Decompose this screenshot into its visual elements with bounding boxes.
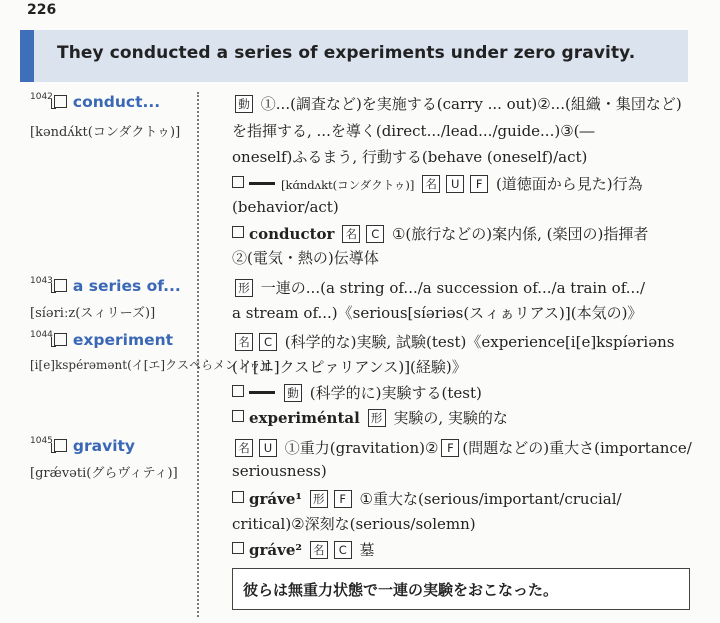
- definition-line: [232, 331, 674, 352]
- derived-line: [232, 173, 643, 194]
- definition-text: ①重力(gravitation)②: [284, 439, 439, 457]
- definition-text: ①...(調査など)を実施する(carry ... out)②...(組織・集団など): [260, 95, 682, 113]
- checkbox-icon[interactable]: [54, 95, 67, 108]
- pos-adjective-icon: 形: [235, 279, 253, 297]
- checkbox-square-icon[interactable]: [232, 226, 244, 238]
- definition-line: [232, 356, 467, 377]
- definition-text: 実験の, 実験的な: [393, 409, 508, 427]
- entry-head-gravity: [30, 436, 135, 455]
- entry-head-conduct: [30, 92, 160, 111]
- checkbox-square-icon[interactable]: [232, 410, 244, 422]
- definition-text: (イ[エ]クスピァリアンス)](経験)》: [232, 358, 467, 376]
- definition-text: critical)②深刻な(serious/solemn): [232, 515, 476, 533]
- pos-noun-icon: 名: [235, 333, 253, 351]
- pos-noun-icon: 名: [310, 541, 328, 559]
- derived-word: conductor: [249, 225, 335, 243]
- entry-number: 1042: [30, 92, 53, 102]
- definition-line: [232, 277, 645, 298]
- countable-icon: C: [259, 333, 277, 351]
- pronunciation: [i[e]kspérəmənt(イ[エ]クスペらメントゥ)]: [30, 358, 271, 372]
- definition-text: a stream of...)《serious[síəriəs(スィぁリアス)](本気の)》: [232, 304, 643, 322]
- definition-text: 一連の...(a string of.../a succession of.../a train of.../: [260, 279, 646, 297]
- pos-noun-icon: 名: [342, 225, 360, 243]
- headword: a series of...: [72, 277, 181, 295]
- countable-icon: C: [334, 541, 352, 559]
- checkbox-icon[interactable]: [54, 333, 67, 346]
- checkbox-square-icon[interactable]: [232, 542, 244, 554]
- entry-number: 1044: [30, 330, 53, 340]
- definition-text: (道徳面から見た)行為: [495, 175, 643, 193]
- pos-verb-icon: 動: [235, 95, 253, 113]
- headword-dash: [249, 391, 275, 394]
- headword: experiment: [72, 331, 174, 349]
- pos-verb-icon: 動: [284, 384, 302, 402]
- checkbox-square-icon[interactable]: [232, 176, 244, 188]
- entry-number: 1043: [30, 276, 53, 286]
- formal-icon: F: [334, 490, 352, 508]
- definition-line: [232, 120, 595, 141]
- headword: gravity: [72, 437, 136, 455]
- definition-text: を指揮する, ...を導く(direct.../lead.../guide...)③(―: [232, 122, 595, 140]
- entry-number: 1045: [30, 436, 53, 446]
- uncountable-icon: U: [259, 439, 277, 457]
- derived-line: [232, 488, 622, 509]
- definition-text: (問題などの)重大さ(importance/: [462, 439, 692, 457]
- uncountable-icon: U: [446, 175, 464, 193]
- pronunciation: [síəriːz(スィリーズ)]: [30, 306, 156, 321]
- derived-word: gráve¹: [249, 490, 302, 508]
- pos-noun-icon: 名: [422, 175, 440, 193]
- definition-line: [232, 513, 476, 534]
- headword-dash: [249, 182, 275, 185]
- definition-line: [232, 437, 692, 458]
- derived-word: gráve²: [249, 541, 302, 559]
- derived-line: [232, 407, 508, 428]
- definition-line: [232, 146, 587, 167]
- definition-text: ②(電気・熱の)伝導体: [232, 249, 379, 267]
- definition-text: (behavior/act): [232, 198, 339, 216]
- definition-text: 墓: [359, 541, 375, 559]
- definition-line: [232, 93, 682, 114]
- definition-text: (科学的に)実験する(test): [309, 384, 482, 402]
- checkbox-square-icon[interactable]: [232, 385, 244, 397]
- checkbox-icon[interactable]: [54, 439, 67, 452]
- example-sentence-banner: [20, 30, 688, 82]
- definition-text: oneself)ふるまう, 行動する(behave (oneself)/act): [232, 148, 588, 166]
- translation-text: 彼らは無重力状態で一連の実験をおこなった。: [243, 581, 559, 599]
- pronunciation: [grǽvəti(グらヴィティ)]: [30, 466, 178, 481]
- formal-icon: F: [441, 439, 459, 457]
- derived-pronunciation: [kɑ́ndʌkt(コンダクトゥ)]: [281, 178, 415, 192]
- derived-line: [232, 539, 375, 560]
- example-sentence: They conducted a series of experiments under zero gravity.: [57, 43, 636, 63]
- definition-text: ①(旅行などの)案内係, (楽団の)指揮者: [391, 225, 649, 243]
- derived-line: [232, 223, 648, 244]
- definition-text: seriousness): [232, 462, 327, 480]
- page-number: 226: [27, 2, 57, 18]
- entry-head-a-series-of: [30, 276, 181, 295]
- entry-head-experiment: [30, 330, 173, 349]
- pos-adjective-icon: 形: [310, 490, 328, 508]
- pos-adjective-icon: 形: [368, 409, 386, 427]
- banner-accent-bar: [20, 30, 34, 82]
- countable-icon: C: [366, 225, 384, 243]
- checkbox-square-icon[interactable]: [232, 491, 244, 503]
- definition-line: [232, 462, 327, 480]
- derived-line: [232, 382, 482, 403]
- definition-line: [232, 302, 642, 323]
- pronunciation: [kəndʌ́kt(コンダクトゥ)]: [30, 125, 181, 140]
- definition-text: (科学的な)実験, 試験(test)《experience[i[e]kspíəriəns: [284, 333, 675, 351]
- column-divider: [197, 92, 199, 617]
- headword: conduct...: [72, 93, 161, 111]
- derived-word: experiméntal: [249, 409, 360, 427]
- definition-line: [232, 198, 339, 216]
- definition-text: ①重大な(serious/important/crucial/: [359, 490, 622, 508]
- formal-icon: F: [470, 175, 488, 193]
- definition-line: [232, 247, 379, 268]
- translation-box: [232, 568, 690, 610]
- pos-noun-icon: 名: [235, 439, 253, 457]
- checkbox-icon[interactable]: [54, 279, 67, 292]
